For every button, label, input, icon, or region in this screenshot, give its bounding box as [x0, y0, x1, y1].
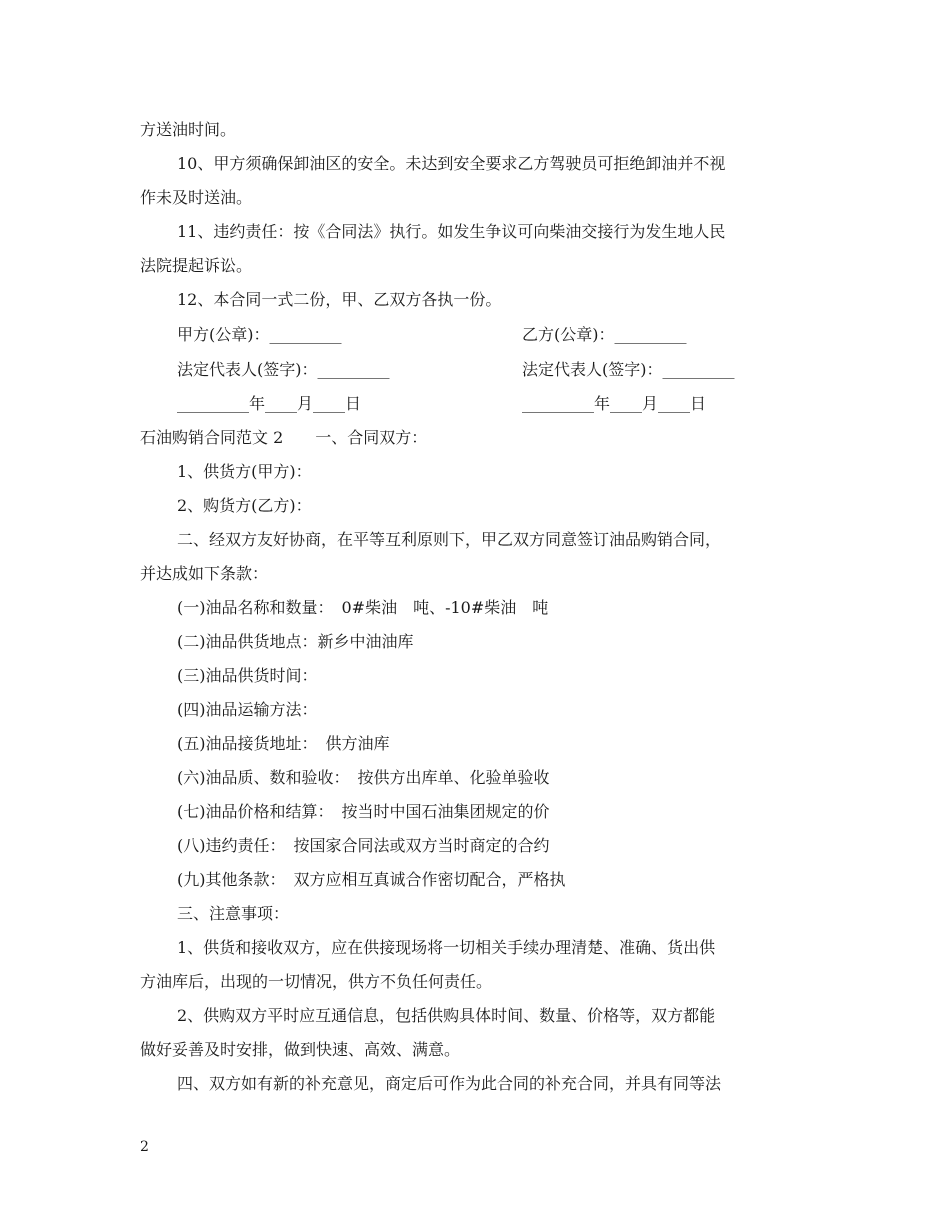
- text-line: 1、供货方(甲方)：: [177, 462, 312, 481]
- clause-item: (七)油品价格和结算： 按当时中国石油集团规定的价: [177, 802, 550, 821]
- clause-item: (五)油品接货地址： 供方油库: [177, 734, 390, 753]
- text-line: 二、经双方友好协商，在平等互利原则下，甲乙双方同意签订油品购销合同，: [177, 530, 722, 549]
- text-line: 2、购货方(乙方)：: [177, 496, 312, 515]
- clause-item: (四)油品运输方法：: [177, 700, 318, 719]
- text-line: 四、双方如有新的补充意见，商定后可作为此合同的补充合同，并具有同等法: [177, 1074, 722, 1093]
- clause-item: (三)油品供货时间：: [177, 666, 318, 685]
- clause-item: (九)其他条款： 双方应相互真诚合作密切配合，严格执: [177, 870, 566, 889]
- text-line: 2、供购双方平时应互通信息，包括供购具体时间、数量、价格等，双方都能: [177, 1006, 716, 1025]
- text-line: 1、供货和接收双方，应在供接现场将一切相关手续办理清楚、准确、货出供: [177, 938, 716, 957]
- text-line: 11、违约责任：按《合同法》执行。如发生争议可向柴油交接行为发生地人民: [177, 222, 726, 241]
- clause-item: (一)油品名称和数量： 0#柴油 吨、-10#柴油 吨: [177, 598, 549, 617]
- text-line: 法院提起诉讼。: [140, 256, 253, 275]
- section-heading: 三、注意事项：: [177, 904, 290, 923]
- text-line: 方油库后，出现的一切情况，供方不负任何责任。: [140, 972, 493, 991]
- clause-item: (二)油品供货地点：新乡中油油库: [177, 632, 414, 651]
- party-a-representative: 法定代表人(签字)：_________: [177, 360, 390, 379]
- party-b-representative: 法定代表人(签字)：_________: [522, 360, 735, 379]
- clause-item: (六)油品质、数和验收： 按供方出库单、化验单验收: [177, 768, 550, 787]
- clause-item: (八)违约责任： 按国家合同法或双方当时商定的合约: [177, 836, 550, 855]
- party-b-seal: 乙方(公章)：_________: [522, 325, 687, 344]
- text-line: 12、本合同一式二份，甲、乙双方各执一份。: [177, 290, 502, 309]
- party-a-seal: 甲方(公章)：_________: [177, 325, 342, 344]
- section-heading: 石油购销合同范文 2 一、合同双方：: [140, 428, 428, 447]
- text-line: 方送油时间。: [140, 120, 237, 139]
- page-number: 2: [140, 1139, 149, 1155]
- party-a-date: _________年____月____日: [177, 394, 362, 413]
- text-line: 做好妥善及时安排，做到快速、高效、满意。: [140, 1040, 461, 1059]
- party-b-date: _________年____月____日: [522, 394, 707, 413]
- text-line: 并达成如下条款：: [140, 564, 269, 583]
- text-line: 10、甲方须确保卸油区的安全。未达到安全要求乙方驾驶员可拒绝卸油并不视: [177, 154, 726, 173]
- text-line: 作未及时送油。: [140, 188, 253, 207]
